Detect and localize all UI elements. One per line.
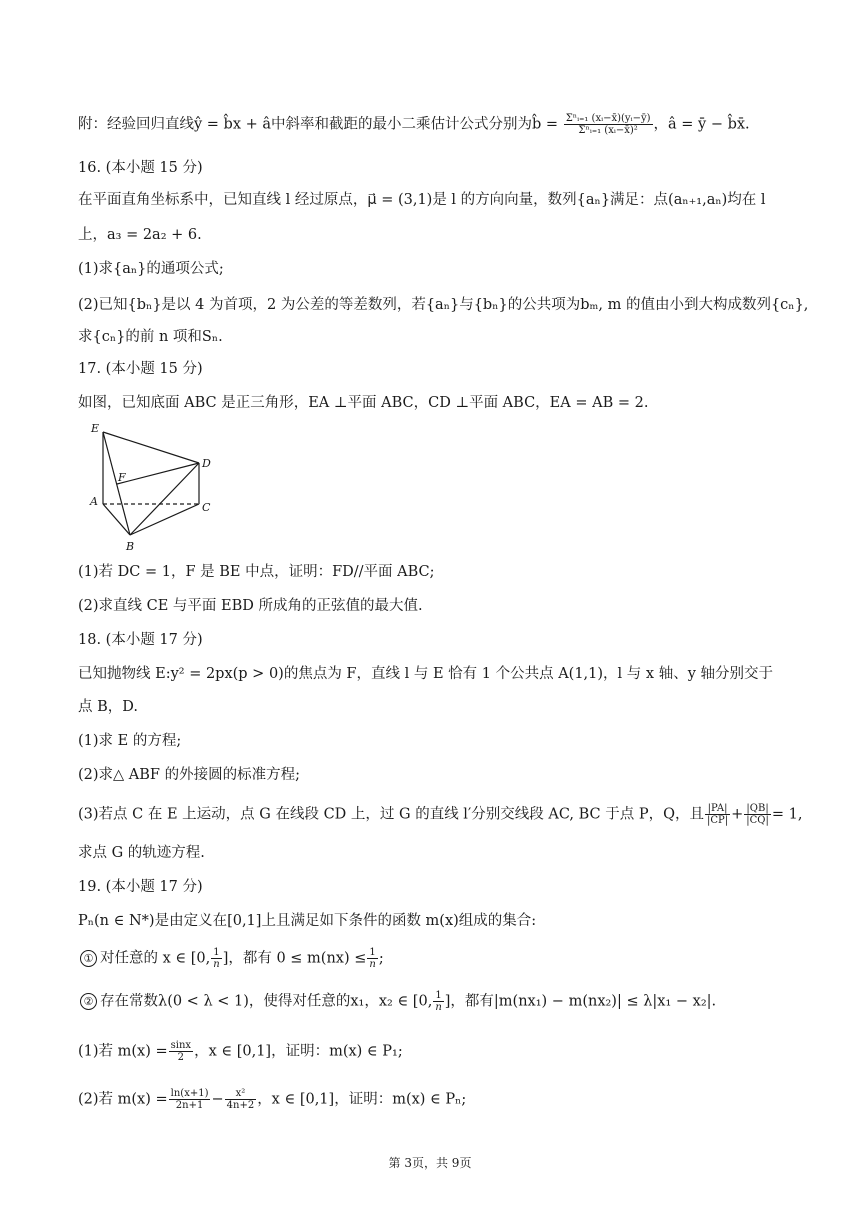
x2-frac-numerator: x² xyxy=(225,1088,257,1100)
label-E: E xyxy=(91,422,100,435)
ln-frac-numerator: ln(x+1) xyxy=(170,1088,209,1099)
condition2-marker: ② xyxy=(80,993,97,1010)
q18-heading: 18. (本小题 17 分) xyxy=(78,632,203,648)
q19-part2 xyxy=(78,1088,466,1111)
prism-figure xyxy=(86,418,226,558)
q17-stem: 如图，已知底面 ABC 是正三角形，EA ⊥平面 ABC，CD ⊥平面 ABC，EA = AB = 2. xyxy=(78,395,649,411)
q19-part2-text-b: ，x ∈ [0,1]，证明：m(x) ∈ Pₙ; xyxy=(257,1091,467,1108)
page-footer: 第 3页，共 9页 xyxy=(388,1156,472,1170)
condition2-text-a: 存在常数λ(0 < λ < 1)，使得对任意的x₁，x₂ ∈ [0, xyxy=(100,993,433,1010)
condition1-text-b: ]，都有 0 ≤ m(nx) ≤ xyxy=(222,950,367,967)
q16-part1: (1)求{aₙ}的通项公式; xyxy=(78,261,224,277)
condition2-frac xyxy=(433,990,443,1013)
sinx-over-2 xyxy=(169,1040,193,1063)
q19-part1-text-b: ，x ∈ [0,1]，证明：m(x) ∈ P₁; xyxy=(194,1043,403,1060)
q18-part1: (1)求 E 的方程; xyxy=(78,733,182,749)
q18-part3-text: (3)若点 C 在 E 上运动，点 G 在线段 CD 上，过 G 的直线 l′分别交线段 AC, BC 于点 P，Q，且 xyxy=(78,806,704,823)
ratio-QB-CQ-numerator: |QB| xyxy=(744,803,771,815)
label-F: F xyxy=(118,471,126,484)
q19-heading: 19. (本小题 17 分) xyxy=(78,879,203,895)
ln-frac-denominator: 2n+1 xyxy=(175,1100,204,1111)
minus-sign: − xyxy=(211,1091,224,1108)
slope-formula xyxy=(564,113,653,136)
x2-frac xyxy=(225,1088,257,1111)
ratio-PA-CP-numerator: |PA| xyxy=(705,803,730,815)
condition2-text-b: ]，都有|m(nx₁) − m(nx₂)| ≤ λ|x₁ − x₂|. xyxy=(444,993,717,1010)
condition1-frac-denominator: n xyxy=(213,959,220,970)
q16-stem-line1: 在平面直角坐标系中，已知直线 l 经过原点，μ⃗ = (3,1)是 l 的方向向量，数列{aₙ}满足：点(aₙ₊₁,aₙ)均在 l xyxy=(78,192,766,208)
q18-part2: (2)求△ ABF 的外接圆的标准方程; xyxy=(78,767,300,783)
x2-frac-denominator: 4n+2 xyxy=(226,1100,255,1111)
condition2-frac-numerator: 1 xyxy=(433,990,443,1002)
edge-BC xyxy=(130,504,199,535)
q19-part2-text-a: (2)若 m(x) = xyxy=(78,1091,168,1108)
ratio-QB-CQ-denominator: |CQ| xyxy=(746,815,769,826)
q19-stem: Pₙ(n ∈ N*)是由定义在[0,1]上且满足如下条件的函数 m(x)组成的集合: xyxy=(78,913,537,929)
q18-stem-line2: 点 B，D. xyxy=(78,699,138,715)
q19-condition1 xyxy=(80,947,384,970)
condition1-frac-numerator: 1 xyxy=(211,947,221,959)
sinx-numerator: sinx xyxy=(170,1040,192,1051)
q17-part1: (1)若 DC = 1，F 是 BE 中点，证明：FD//平面 ABC; xyxy=(78,564,435,580)
q18-part3-line2: 求点 G 的轨迹方程. xyxy=(78,845,205,861)
sinx-denominator: 2 xyxy=(177,1052,185,1063)
edge-ED xyxy=(103,432,199,463)
condition1-bound-numerator: 1 xyxy=(367,947,377,959)
condition1-bound-denominator: n xyxy=(369,959,376,970)
q19-condition2 xyxy=(80,990,716,1013)
slope-formula-denominator: Σⁿᵢ₌₁ (xᵢ−x̄)² xyxy=(578,125,638,136)
condition1-frac xyxy=(211,947,221,970)
appendix-line xyxy=(78,113,750,136)
q18-part3-tail: = 1, xyxy=(771,806,803,823)
slope-formula-numerator: Σⁿᵢ₌₁ (xᵢ−x̄)(yᵢ−ȳ) xyxy=(565,113,651,124)
segment-FD xyxy=(117,463,199,484)
appendix-tail: ，â = ȳ − b̂x̄. xyxy=(653,116,750,133)
q18-part3-line1 xyxy=(78,803,802,826)
plus-sign: + xyxy=(731,806,744,823)
q18-stem-line1: 已知抛物线 E:y² = 2px(p > 0)的焦点为 F，直线 l 与 E 恰有 1 个公共点 A(1,1)，l 与 x 轴、y 轴分别交于 xyxy=(78,666,773,682)
condition1-bound-frac xyxy=(367,947,377,970)
ratio-PA-CP xyxy=(705,803,730,826)
q19-part1 xyxy=(78,1040,403,1063)
condition1-text-a: 对任意的 x ∈ [0, xyxy=(100,950,211,967)
label-C: C xyxy=(202,501,211,514)
condition2-frac-denominator: n xyxy=(435,1002,442,1013)
label-B: B xyxy=(126,540,135,553)
condition1-marker: ① xyxy=(80,950,97,967)
ratio-PA-CP-denominator: |CP| xyxy=(707,815,729,826)
q16-part2-line1: (2)已知{bₙ}是以 4 为首项，2 为公差的等差数列，若{aₙ}与{bₙ}的公共项为bₘ, m 的值由小到大构成数列{cₙ}, xyxy=(78,297,809,313)
q16-heading: 16. (本小题 15 分) xyxy=(78,160,203,176)
label-A: A xyxy=(90,495,98,508)
q16-part2-line2: 求{cₙ}的前 n 项和Sₙ. xyxy=(78,329,223,345)
condition1-text-c: ; xyxy=(378,950,384,967)
label-D: D xyxy=(202,457,211,470)
ratio-QB-CQ xyxy=(744,803,771,826)
q17-part2: (2)求直线 CE 与平面 EBD 所成角的正弦值的最大值. xyxy=(78,598,423,614)
edge-BD xyxy=(130,463,199,535)
appendix-text: 附：经验回归直线ŷ = b̂x + â中斜率和截距的最小二乘估计公式分别为b̂ = xyxy=(78,116,563,133)
q16-stem-line2: 上，a₃ = 2a₂ + 6. xyxy=(78,227,202,243)
q19-part1-text-a: (1)若 m(x) = xyxy=(78,1043,168,1060)
ln-frac xyxy=(169,1088,211,1111)
q17-heading: 17. (本小题 15 分) xyxy=(78,361,203,377)
